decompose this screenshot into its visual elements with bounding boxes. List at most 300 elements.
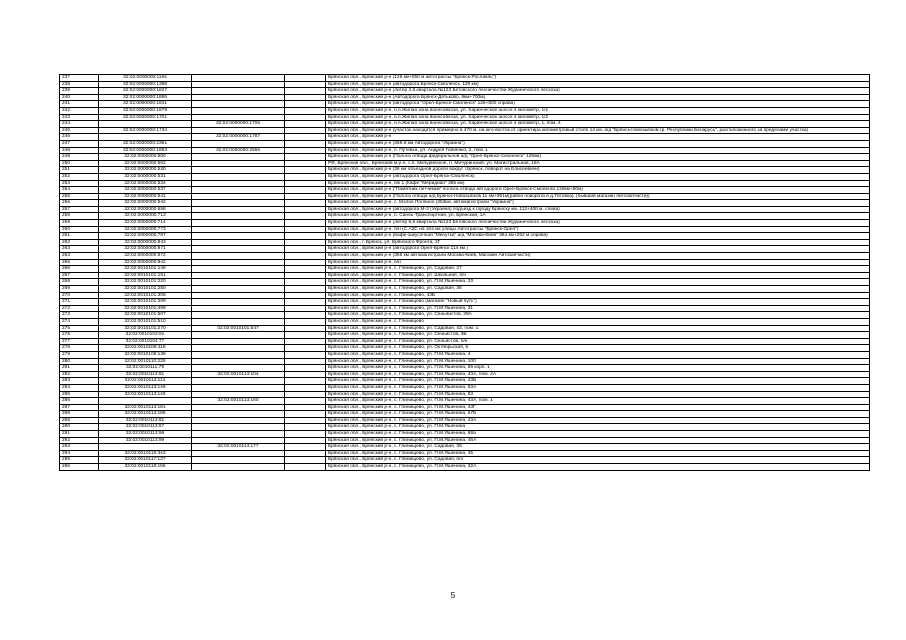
table-row xyxy=(60,173,870,180)
address-cell: Брянская обл., Брянский р-н, с. Глинищево, ул. П.М.Яшенина, 4 xyxy=(326,351,870,358)
table-row xyxy=(60,404,870,411)
cadastral-number-cell: 32:02:0010108:118 xyxy=(99,345,192,352)
table-row xyxy=(60,351,870,358)
related-cadastral-number-cell xyxy=(192,272,285,279)
related-cadastral-number-cell xyxy=(192,75,285,82)
address-cell: Брянская обл., Брянский р-н, с. Глинищево, ул. Садовая, 36 xyxy=(326,444,870,451)
related-cadastral-number-cell: 32:02:0000000:1787 xyxy=(192,134,285,141)
address-cell: Брянская обл., Брянский р-н, б/к 1 (Кафе "Меридиан" 365 км) xyxy=(326,180,870,187)
cadastral-number-cell: 32:02:0000000:1841 xyxy=(99,101,192,108)
address-cell: Брянская обл., Брянский р-н, с. Глинищево, ул. П.М.Яшенина, 46А xyxy=(326,437,870,444)
cadastral-number-cell: 32:02:0000000:1398 xyxy=(99,81,192,88)
cadastral-number-cell: 32:02:0010101:489 xyxy=(99,305,192,312)
row-number-cell: 252 xyxy=(60,173,99,180)
related-cadastral-number-cell xyxy=(192,332,285,339)
related-cadastral-number-cell xyxy=(192,417,285,424)
cadastral-number-cell: 32:02:0010113:114 xyxy=(99,378,192,385)
row-number-cell: 255 xyxy=(60,193,99,200)
table-row xyxy=(60,253,870,260)
row-number-cell: 280 xyxy=(60,358,99,365)
related-cadastral-number-cell: 32:02:0010113:104 xyxy=(192,371,285,378)
empty-cell xyxy=(285,253,326,260)
empty-cell xyxy=(285,437,326,444)
address-cell: Брянская обл., Брянский р-н, п. Путевка, ул. Андрея Гапиенко, 2, пом. 1 xyxy=(326,147,870,154)
cadastral-number-cell: 32:02:0010113:87 xyxy=(99,424,192,431)
related-cadastral-number-cell: 32:02:0010113:160 xyxy=(192,398,285,405)
address-cell: Брянская обл., Брянский р-н (Полоса отвода а/д Брянск-Новозыбков 11 км+951м(район поворота в д.Титовка), (бывший магазин Автозапчасти)) xyxy=(326,193,870,200)
table-row xyxy=(60,121,870,128)
related-cadastral-number-cell xyxy=(192,457,285,464)
table-row xyxy=(60,378,870,385)
address-cell: Брянская обл., Брянский р-н (литер 5,6 квартала №123 Бетовского лесничества Журиничского лесхоза) xyxy=(326,220,870,227)
address-cell: Брянская обл., Брянский р-н (36 км объездной дороги вокруг г.Брянск, поворот на Елисеевичи) xyxy=(326,167,870,174)
empty-cell xyxy=(285,233,326,240)
table-row xyxy=(60,338,870,345)
empty-cell xyxy=(285,266,326,273)
cadastral-number-cell xyxy=(99,398,192,405)
related-cadastral-number-cell xyxy=(192,404,285,411)
cadastral-number-cell: 32:02:0010104:77 xyxy=(99,338,192,345)
related-cadastral-number-cell: 32:02:0000000:2565 xyxy=(192,147,285,154)
empty-cell xyxy=(285,332,326,339)
address-cell: Брянская обл., Брянский р-н, с. Мэлое Полпино (353км. автомагистрали "Украина") xyxy=(326,200,870,207)
empty-cell xyxy=(285,200,326,207)
table-row xyxy=(60,332,870,339)
address-cell: Брянская обл., Брянский р-н (Автодорога Брянск-Дятьково, 8км+700м) xyxy=(326,94,870,101)
address-cell: Брянская обл., Брянский р-н, с. Глинищево, ул. Сеньистов, б/н xyxy=(326,338,870,345)
address-cell: Брянская обл., Брянский р-н, с. Глинищево, ул. Школьная, б/н xyxy=(326,272,870,279)
row-number-cell: 244 xyxy=(60,121,99,128)
table-row xyxy=(60,200,870,207)
row-number-cell: 275 xyxy=(60,325,99,332)
related-cadastral-number-cell xyxy=(192,187,285,194)
table-row xyxy=(60,431,870,438)
cadastral-number-cell: 32:02:0000000:1863 xyxy=(99,147,192,154)
row-number-cell: 292 xyxy=(60,437,99,444)
related-cadastral-number-cell xyxy=(192,279,285,286)
table-row xyxy=(60,88,870,95)
address-cell: Брянская обл., Брянский р-н, н.п.Жилая зона военсовхоза, ул. Харинческое шоссе 4 километр, 1/2 xyxy=(326,114,870,121)
table-row xyxy=(60,299,870,306)
related-cadastral-number-cell xyxy=(192,81,285,88)
cadastral-number-cell: 32:02:0000000:773 xyxy=(99,226,192,233)
table-row xyxy=(60,411,870,418)
row-number-cell: 265 xyxy=(60,259,99,266)
address-cell: Брянская обл., Брянский р-н xyxy=(326,134,870,141)
empty-cell xyxy=(285,391,326,398)
row-number-cell: 270 xyxy=(60,292,99,299)
table-row xyxy=(60,424,870,431)
table-row xyxy=(60,114,870,121)
empty-cell xyxy=(285,384,326,391)
related-cadastral-number-cell xyxy=(192,266,285,273)
address-cell: Брянская обл., Брянский р-н, б/н (С.АЗС на 104 км улицы Автотрассы "Брянск-Орел") xyxy=(326,226,870,233)
address-cell: Брянская обл., Брянский р-н (участок находится примерно в 470 м. на юго-восток от ориентира километровый столб 14 км. а/д "Брянск-Новозыбков-гр. Республики Беларусь", расположенного за пределами участка) xyxy=(326,127,870,134)
row-number-cell: 259 xyxy=(60,220,99,227)
empty-cell xyxy=(285,88,326,95)
row-number-cell: 283 xyxy=(60,378,99,385)
row-number-cell: 250 xyxy=(60,160,99,167)
related-cadastral-number-cell xyxy=(192,160,285,167)
cadastral-number-cell: 32:02:0010113:148 xyxy=(99,384,192,391)
empty-cell xyxy=(285,378,326,385)
row-number-cell: 247 xyxy=(60,140,99,147)
address-cell: Брянская обл., Брянский р-н (365-й км Автодороги "Украина") xyxy=(326,140,870,147)
cadastral-number-cell: 32:02:0000000:534 xyxy=(99,180,192,187)
row-number-cell: 277 xyxy=(60,338,99,345)
related-cadastral-number-cell xyxy=(192,107,285,114)
empty-cell xyxy=(285,312,326,319)
row-number-cell: 251 xyxy=(60,167,99,174)
row-number-cell: 273 xyxy=(60,312,99,319)
address-cell: Брянская обл., Брянский р-н, с. Глинищево, ул. П.М.Яшенина, 69 корп. 1 xyxy=(326,365,870,372)
row-number-cell: 272 xyxy=(60,305,99,312)
row-number-cell: 243 xyxy=(60,114,99,121)
table-row xyxy=(60,371,870,378)
address-cell: Брянская обл., Брянский р-н, с. Глинищево, ул. П.М.Яшенина, 67Б xyxy=(326,411,870,418)
table-row xyxy=(60,107,870,114)
address-cell: Брянская обл., Брянский р-н, с. Глинищево, ул. П.М.Яшенина, 43Г xyxy=(326,404,870,411)
related-cadastral-number-cell xyxy=(192,213,285,220)
cadastral-number-cell: 32:02:0000000:871 xyxy=(99,246,192,253)
empty-cell xyxy=(285,424,326,431)
address-cell: Брянская обл., Брянский р-н (Кафе-закусочная "Минутка" а/д "Москва-Киев" 364 км+252 м справа) xyxy=(326,233,870,240)
related-cadastral-number-cell xyxy=(192,464,285,471)
related-cadastral-number-cell xyxy=(192,345,285,352)
cadastral-number-cell: 32:02:0000000:541 xyxy=(99,193,192,200)
table-row xyxy=(60,239,870,246)
row-number-cell: 241 xyxy=(60,101,99,108)
table-row xyxy=(60,384,870,391)
cadastral-number-cell: 32:02:0010103:91 xyxy=(99,332,192,339)
cadastral-number-cell: 32:02:0000000:1878 xyxy=(99,107,192,114)
empty-cell xyxy=(285,404,326,411)
cadastral-number-cell: 32:02:0000000:872 xyxy=(99,253,192,260)
row-number-cell: 289 xyxy=(60,417,99,424)
row-number-cell: 271 xyxy=(60,299,99,306)
address-cell: Брянская обл., г. Брянск, ул. Брянского Фронта, 2Г xyxy=(326,239,870,246)
row-number-cell: 293 xyxy=(60,444,99,451)
cadastral-number-cell: 32:02:0010101:510 xyxy=(99,318,192,325)
related-cadastral-number-cell xyxy=(192,88,285,95)
cadastral-number-cell: 32:02:0010113:186 xyxy=(99,411,192,418)
row-number-cell: 246 xyxy=(60,134,99,141)
address-cell: Брянская обл., Брянский р-н, н.п.Жилая зона военсовхоза, ул. Харинческое шоссе 4 километр, 1/1 xyxy=(326,107,870,114)
cadastral-number-cell: 32:02:0000000:713 xyxy=(99,213,192,220)
address-cell: Брянская обл., Брянский р-н (автодорога Брянск-Смоленск, 129 км) xyxy=(326,81,870,88)
related-cadastral-number-cell xyxy=(192,431,285,438)
empty-cell xyxy=(285,114,326,121)
row-number-cell: 296 xyxy=(60,464,99,471)
row-number-cell: 266 xyxy=(60,266,99,273)
address-cell: Брянская обл., Брянский р-н, с. Глинищево, ул. Сеньистов, 3Б xyxy=(326,332,870,339)
empty-cell xyxy=(285,450,326,457)
empty-cell xyxy=(285,398,326,405)
cadastral-number-cell: 32:02:0010118:165 xyxy=(99,464,192,471)
address-cell: Брянская обл., Брянский р-н (автодорога М-3 (Украина) подъезд к городу Брянску км. 112+400 м. слева) xyxy=(326,206,870,213)
empty-cell xyxy=(285,299,326,306)
table-row xyxy=(60,279,870,286)
address-cell: Брянская обл., Брянский р-н, с. Глинищево, ул. Садовая, б/н xyxy=(326,457,870,464)
empty-cell xyxy=(285,193,326,200)
row-number-cell: 284 xyxy=(60,384,99,391)
address-cell: Брянская обл., Брянский р-н ("Памятник летчикам" полоса отвода автодороги Орел-Брянск-Смоленск 129км+50м) xyxy=(326,187,870,194)
row-number-cell: 274 xyxy=(60,318,99,325)
empty-cell xyxy=(285,160,326,167)
empty-cell xyxy=(285,259,326,266)
empty-cell xyxy=(285,318,326,325)
related-cadastral-number-cell xyxy=(192,450,285,457)
related-cadastral-number-cell xyxy=(192,239,285,246)
related-cadastral-number-cell xyxy=(192,305,285,312)
related-cadastral-number-cell xyxy=(192,154,285,161)
address-cell: Брянская обл., Брянский р-н, н.п.Жилая зона военсовхоза, ул. Харинческое шоссе 4 километр, 1, пом. 4 xyxy=(326,121,870,128)
cadastral-number-cell: 32:02:0000000:530 xyxy=(99,167,192,174)
row-number-cell: 291 xyxy=(60,431,99,438)
row-number-cell: 268 xyxy=(60,279,99,286)
table-row xyxy=(60,259,870,266)
cadastral-number-cell: 32:02:0010108:139 xyxy=(99,351,192,358)
cadastral-number-cell: 32:02:0010113:99 xyxy=(99,437,192,444)
table-row xyxy=(60,325,870,332)
address-cell: Брянская обл., Брянский р-н, с. Глинищево, ул. Садовая, 35 xyxy=(326,286,870,293)
related-cadastral-number-cell xyxy=(192,200,285,207)
row-number-cell: 278 xyxy=(60,345,99,352)
address-cell: Брянская обл., Брянский р-н, с. Глинищево, ул. П.М.Яшенина, 43Б xyxy=(326,378,870,385)
table-row xyxy=(60,226,870,233)
table-row xyxy=(60,75,870,82)
table-row xyxy=(60,450,870,457)
empty-cell xyxy=(285,272,326,279)
cadastral-number-cell: 32:02:0010111:79 xyxy=(99,365,192,372)
empty-cell xyxy=(285,140,326,147)
row-number-cell: 248 xyxy=(60,147,99,154)
empty-cell xyxy=(285,180,326,187)
cadastral-number-cell: 32:02:0000000:2391 xyxy=(99,140,192,147)
table-row xyxy=(60,457,870,464)
cadastral-number-cell: 32:02:0010101:250 xyxy=(99,286,192,293)
table-row xyxy=(60,101,870,108)
related-cadastral-number-cell xyxy=(192,378,285,385)
address-cell: Брянская обл., Брянский р-н (365 км автомагистрали Москва-Киев, Магазин Автозапчасти) xyxy=(326,253,870,260)
related-cadastral-number-cell xyxy=(192,411,285,418)
table-row xyxy=(60,233,870,240)
related-cadastral-number-cell xyxy=(192,259,285,266)
related-cadastral-number-cell xyxy=(192,173,285,180)
cadastral-number-cell: 32:02:0000000:500 xyxy=(99,154,192,161)
cadastral-number-cell: 32:02:0010113:181 xyxy=(99,404,192,411)
address-cell: Брянская обл., Брянский р-н, с. Глинищево (магазин "Новый путь") xyxy=(326,299,870,306)
address-cell: Брянская обл., Брянский р-н, с. Глинищево, ул. Сеньяистов, 39А xyxy=(326,312,870,319)
cadastral-number-cell: 32:02:0010117:137 xyxy=(99,457,192,464)
cadastral-number-cell: 32:02:0000000:656 xyxy=(99,206,192,213)
empty-cell xyxy=(285,107,326,114)
empty-cell xyxy=(285,134,326,141)
empty-cell xyxy=(285,147,326,154)
cadastral-number-cell: 32:02:0010101:308 xyxy=(99,292,192,299)
table-row xyxy=(60,312,870,319)
address-cell: Брянская обл., Брянский р-н, с. Глинищево, ул. П.М.Яшенина xyxy=(326,424,870,431)
cadastral-number-cell: 32:02:0000000:942 xyxy=(99,259,192,266)
table-row xyxy=(60,437,870,444)
related-cadastral-number-cell xyxy=(192,286,285,293)
cadastral-number-cell: 32:02:0000000:531 xyxy=(99,173,192,180)
table-row xyxy=(60,154,870,161)
table-row xyxy=(60,272,870,279)
row-number-cell: 237 xyxy=(60,75,99,82)
row-number-cell: 242 xyxy=(60,107,99,114)
empty-cell xyxy=(285,444,326,451)
table-body xyxy=(60,75,870,471)
cadastral-number-cell xyxy=(99,121,192,128)
empty-cell xyxy=(285,345,326,352)
related-cadastral-number-cell xyxy=(192,351,285,358)
table-row xyxy=(60,417,870,424)
row-number-cell: 240 xyxy=(60,94,99,101)
related-cadastral-number-cell xyxy=(192,253,285,260)
related-cadastral-number-cell xyxy=(192,233,285,240)
cadastral-number-cell: 32:02:0000000:1888 xyxy=(99,94,192,101)
row-number-cell: 267 xyxy=(60,272,99,279)
cadastral-number-cell: 32:02:0010113:81 xyxy=(99,417,192,424)
row-number-cell: 258 xyxy=(60,213,99,220)
table-row xyxy=(60,147,870,154)
empty-cell xyxy=(285,213,326,220)
table-row xyxy=(60,246,870,253)
empty-cell xyxy=(285,338,326,345)
address-cell: Брянская обл., Брянский р-н, с. Глинищево, ул. П.М.Яшенина, 63А xyxy=(326,384,870,391)
empty-cell xyxy=(285,358,326,365)
empty-cell xyxy=(285,417,326,424)
row-number-cell: 264 xyxy=(60,253,99,260)
cadastral-number-cell: 32:02:0010101:507 xyxy=(99,312,192,319)
address-cell: Брянская обл., Брянский р-н, п. Санеь-Транспортная, ул. Брянская, 1А xyxy=(326,213,870,220)
address-cell: Брянская обл., Брянский р-н (автодорога Орел-Брянск-Смоленск) xyxy=(326,173,870,180)
table-row xyxy=(60,345,870,352)
row-number-cell: 261 xyxy=(60,233,99,240)
address-cell: Брянская обл., Брянский р-н, с. Глинищево, ул. П.М.Яшенина, 35 xyxy=(326,450,870,457)
empty-cell xyxy=(285,173,326,180)
related-cadastral-number-cell xyxy=(192,365,285,372)
empty-cell xyxy=(285,457,326,464)
address-cell: Брянская обл., Брянский р-н (129 км+050 м автотрассы "Брянск-Рославль") xyxy=(326,75,870,82)
related-cadastral-number-cell xyxy=(192,292,285,299)
address-cell: Брянская обл., Брянский р-н, с. Глинищево, ул. П.М.Яшенина, 32А xyxy=(326,464,870,471)
related-cadastral-number-cell: 32:02:0000000:1705 xyxy=(192,121,285,128)
cadastral-number-cell: 32:02:0010113:96 xyxy=(99,431,192,438)
related-cadastral-number-cell xyxy=(192,180,285,187)
row-number-cell: 282 xyxy=(60,371,99,378)
related-cadastral-number-cell xyxy=(192,384,285,391)
table-row xyxy=(60,213,870,220)
row-number-cell: 262 xyxy=(60,239,99,246)
row-number-cell: 249 xyxy=(60,154,99,161)
related-cadastral-number-cell xyxy=(192,312,285,319)
row-number-cell: 269 xyxy=(60,286,99,293)
row-number-cell: 239 xyxy=(60,88,99,95)
cadastral-number-cell: 32:02:0010101:309 xyxy=(99,299,192,306)
address-cell: Брянская обл., Брянский р-н, с. Глинищево, ул. П.М.Яшенина, 69а xyxy=(326,431,870,438)
row-number-cell: 253 xyxy=(60,180,99,187)
cadastral-number-cell: 32:02:0000000:537 xyxy=(99,187,192,194)
table-row xyxy=(60,286,870,293)
empty-cell xyxy=(285,292,326,299)
empty-cell xyxy=(285,226,326,233)
table-row xyxy=(60,206,870,213)
table-row xyxy=(60,140,870,147)
related-cadastral-number-cell xyxy=(192,220,285,227)
row-number-cell: 256 xyxy=(60,200,99,207)
table-row xyxy=(60,187,870,194)
address-cell: Брянская обл., Брянский р-н, с. Глинищево, ул. П.М.Яшенина, 43А xyxy=(326,417,870,424)
related-cadastral-number-cell xyxy=(192,127,285,134)
row-number-cell: 257 xyxy=(60,206,99,213)
cadastral-number-cell: 32:02:0000000:1827 xyxy=(99,88,192,95)
row-number-cell: 263 xyxy=(60,246,99,253)
cadastral-number-cell: 32:02:0010115:343 xyxy=(99,450,192,457)
table-row xyxy=(60,292,870,299)
row-number-cell: 286 xyxy=(60,398,99,405)
row-number-cell: 279 xyxy=(60,351,99,358)
address-cell: Брянская обл., Брянский р-н, с. Глинищево, ул. П.М.Яшенина, 43А, пом. 2А xyxy=(326,371,870,378)
empty-cell xyxy=(285,167,326,174)
property-register-table xyxy=(59,74,870,471)
address-cell: Брянская обл., Брянский р-н, с. Глинищево xyxy=(326,318,870,325)
related-cadastral-number-cell: 32:02:0010101:547 xyxy=(192,325,285,332)
empty-cell xyxy=(285,75,326,82)
row-number-cell: 287 xyxy=(60,404,99,411)
cadastral-number-cell xyxy=(99,444,192,451)
table-row xyxy=(60,318,870,325)
related-cadastral-number-cell xyxy=(192,358,285,365)
address-cell: Брянская обл., Брянский р-н, с. Глинищево, ул. П.М.Яшенина, 43А, пом. 1 xyxy=(326,398,870,405)
empty-cell xyxy=(285,365,326,372)
row-number-cell: 290 xyxy=(60,424,99,431)
empty-cell xyxy=(285,154,326,161)
cadastral-number-cell: 32:02:0000000:787 xyxy=(99,233,192,240)
table-row xyxy=(60,391,870,398)
table-row xyxy=(60,180,870,187)
empty-cell xyxy=(285,351,326,358)
cadastral-number-cell: 32:02:0000000:714 xyxy=(99,220,192,227)
table-row xyxy=(60,266,870,273)
related-cadastral-number-cell xyxy=(192,299,285,306)
related-cadastral-number-cell xyxy=(192,94,285,101)
empty-cell xyxy=(285,464,326,471)
row-number-cell: 260 xyxy=(60,226,99,233)
table-row xyxy=(60,94,870,101)
empty-cell xyxy=(285,371,326,378)
cadastral-number-cell: 32:02:0000000:1701 xyxy=(99,114,192,121)
cadastral-number-cell: 32:02:0010101:220 xyxy=(99,279,192,286)
cadastral-number-cell: 32:02:0000000:502 xyxy=(99,160,192,167)
related-cadastral-number-cell xyxy=(192,206,285,213)
empty-cell xyxy=(285,94,326,101)
related-cadastral-number-cell xyxy=(192,424,285,431)
empty-cell xyxy=(285,239,326,246)
table-row xyxy=(60,193,870,200)
empty-cell xyxy=(285,127,326,134)
address-cell: Брянская обл., Брянский р-н, б/н xyxy=(326,259,870,266)
related-cadastral-number-cell xyxy=(192,318,285,325)
empty-cell xyxy=(285,279,326,286)
cadastral-number-cell: 32:02:0000000:1734 xyxy=(99,127,192,134)
related-cadastral-number-cell xyxy=(192,226,285,233)
empty-cell xyxy=(285,411,326,418)
related-cadastral-number-cell: 32:02:0010114:177 xyxy=(192,444,285,451)
cadastral-number-cell: 32:02:0000000:542 xyxy=(99,200,192,207)
row-number-cell: 238 xyxy=(60,81,99,88)
